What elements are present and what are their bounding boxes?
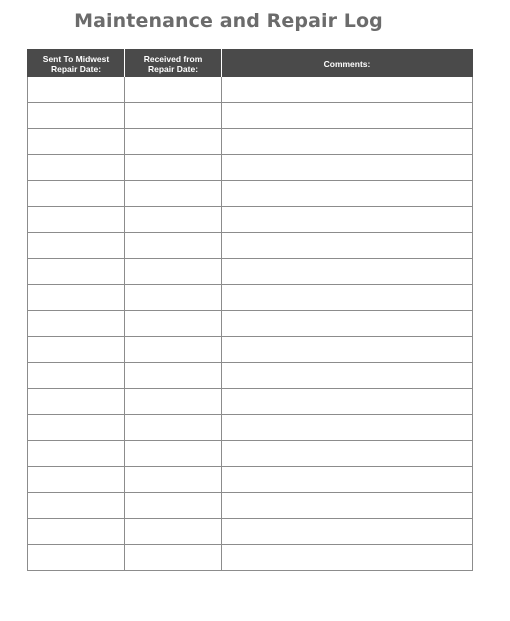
maintenance-log-table: [27, 49, 473, 571]
column-header-received-date-line2: Repair Date:: [147, 63, 199, 74]
cell-received-date[interactable]: [125, 493, 222, 519]
cell-comments[interactable]: [222, 363, 473, 389]
cell-sent-date[interactable]: [28, 285, 125, 311]
cell-received-date[interactable]: [125, 129, 222, 155]
column-header-sent-date-line1: Sent To Midwest: [42, 53, 110, 64]
table-row: [28, 155, 473, 181]
table-row: [28, 519, 473, 545]
table-row: [28, 337, 473, 363]
cell-sent-date[interactable]: [28, 389, 125, 415]
table-row: [28, 363, 473, 389]
cell-comments[interactable]: [222, 233, 473, 259]
cell-comments[interactable]: [222, 129, 473, 155]
table-row: [28, 441, 473, 467]
cell-received-date[interactable]: [125, 155, 222, 181]
cell-received-date[interactable]: [125, 181, 222, 207]
cell-sent-date[interactable]: [28, 337, 125, 363]
table-row: [28, 493, 473, 519]
cell-sent-date[interactable]: [28, 493, 125, 519]
table-row: [28, 311, 473, 337]
table-row: [28, 181, 473, 207]
table-row: [28, 129, 473, 155]
cell-sent-date[interactable]: [28, 311, 125, 337]
table-row: [28, 467, 473, 493]
cell-received-date[interactable]: [125, 103, 222, 129]
cell-received-date[interactable]: [125, 207, 222, 233]
table-row: [28, 259, 473, 285]
column-header-received-date: [125, 50, 222, 78]
cell-received-date[interactable]: [125, 233, 222, 259]
cell-sent-date[interactable]: [28, 363, 125, 389]
cell-sent-date[interactable]: [28, 207, 125, 233]
cell-received-date[interactable]: [125, 311, 222, 337]
column-header-received-date-line1: Received from: [143, 53, 203, 64]
table-row: [28, 545, 473, 571]
cell-comments[interactable]: [222, 337, 473, 363]
cell-sent-date[interactable]: [28, 129, 125, 155]
cell-received-date[interactable]: [125, 441, 222, 467]
cell-comments[interactable]: [222, 415, 473, 441]
column-header-comments: [222, 50, 473, 78]
table-row: [28, 233, 473, 259]
cell-received-date[interactable]: [125, 337, 222, 363]
cell-comments[interactable]: [222, 389, 473, 415]
cell-sent-date[interactable]: [28, 77, 125, 103]
cell-comments[interactable]: [222, 545, 473, 571]
cell-received-date[interactable]: [125, 519, 222, 545]
cell-comments[interactable]: [222, 311, 473, 337]
cell-received-date[interactable]: [125, 259, 222, 285]
table-row: [28, 285, 473, 311]
cell-sent-date[interactable]: [28, 233, 125, 259]
cell-comments[interactable]: [222, 493, 473, 519]
cell-comments[interactable]: [222, 441, 473, 467]
cell-received-date[interactable]: [125, 545, 222, 571]
table-body: [28, 77, 473, 571]
table-row: [28, 415, 473, 441]
column-header-comments-label: Comments:: [323, 58, 371, 69]
cell-sent-date[interactable]: [28, 181, 125, 207]
page-title: Maintenance and Repair Log: [74, 10, 383, 32]
cell-comments[interactable]: [222, 285, 473, 311]
cell-comments[interactable]: [222, 519, 473, 545]
cell-comments[interactable]: [222, 77, 473, 103]
cell-received-date[interactable]: [125, 415, 222, 441]
cell-sent-date[interactable]: [28, 519, 125, 545]
cell-comments[interactable]: [222, 155, 473, 181]
cell-sent-date[interactable]: [28, 103, 125, 129]
cell-received-date[interactable]: [125, 285, 222, 311]
cell-comments[interactable]: [222, 103, 473, 129]
cell-received-date[interactable]: [125, 363, 222, 389]
column-header-sent-date-line2: Repair Date:: [50, 63, 102, 74]
cell-sent-date[interactable]: [28, 259, 125, 285]
cell-sent-date[interactable]: [28, 441, 125, 467]
cell-sent-date[interactable]: [28, 545, 125, 571]
table-row: [28, 103, 473, 129]
cell-sent-date[interactable]: [28, 467, 125, 493]
cell-received-date[interactable]: [125, 77, 222, 103]
table-row: [28, 77, 473, 103]
cell-comments[interactable]: [222, 207, 473, 233]
cell-comments[interactable]: [222, 467, 473, 493]
cell-comments[interactable]: [222, 259, 473, 285]
cell-sent-date[interactable]: [28, 415, 125, 441]
table-row: [28, 389, 473, 415]
table-row: [28, 207, 473, 233]
column-header-sent-date: [28, 50, 125, 78]
table-header-row: [28, 50, 473, 78]
cell-comments[interactable]: [222, 181, 473, 207]
cell-received-date[interactable]: [125, 389, 222, 415]
cell-sent-date[interactable]: [28, 155, 125, 181]
cell-received-date[interactable]: [125, 467, 222, 493]
